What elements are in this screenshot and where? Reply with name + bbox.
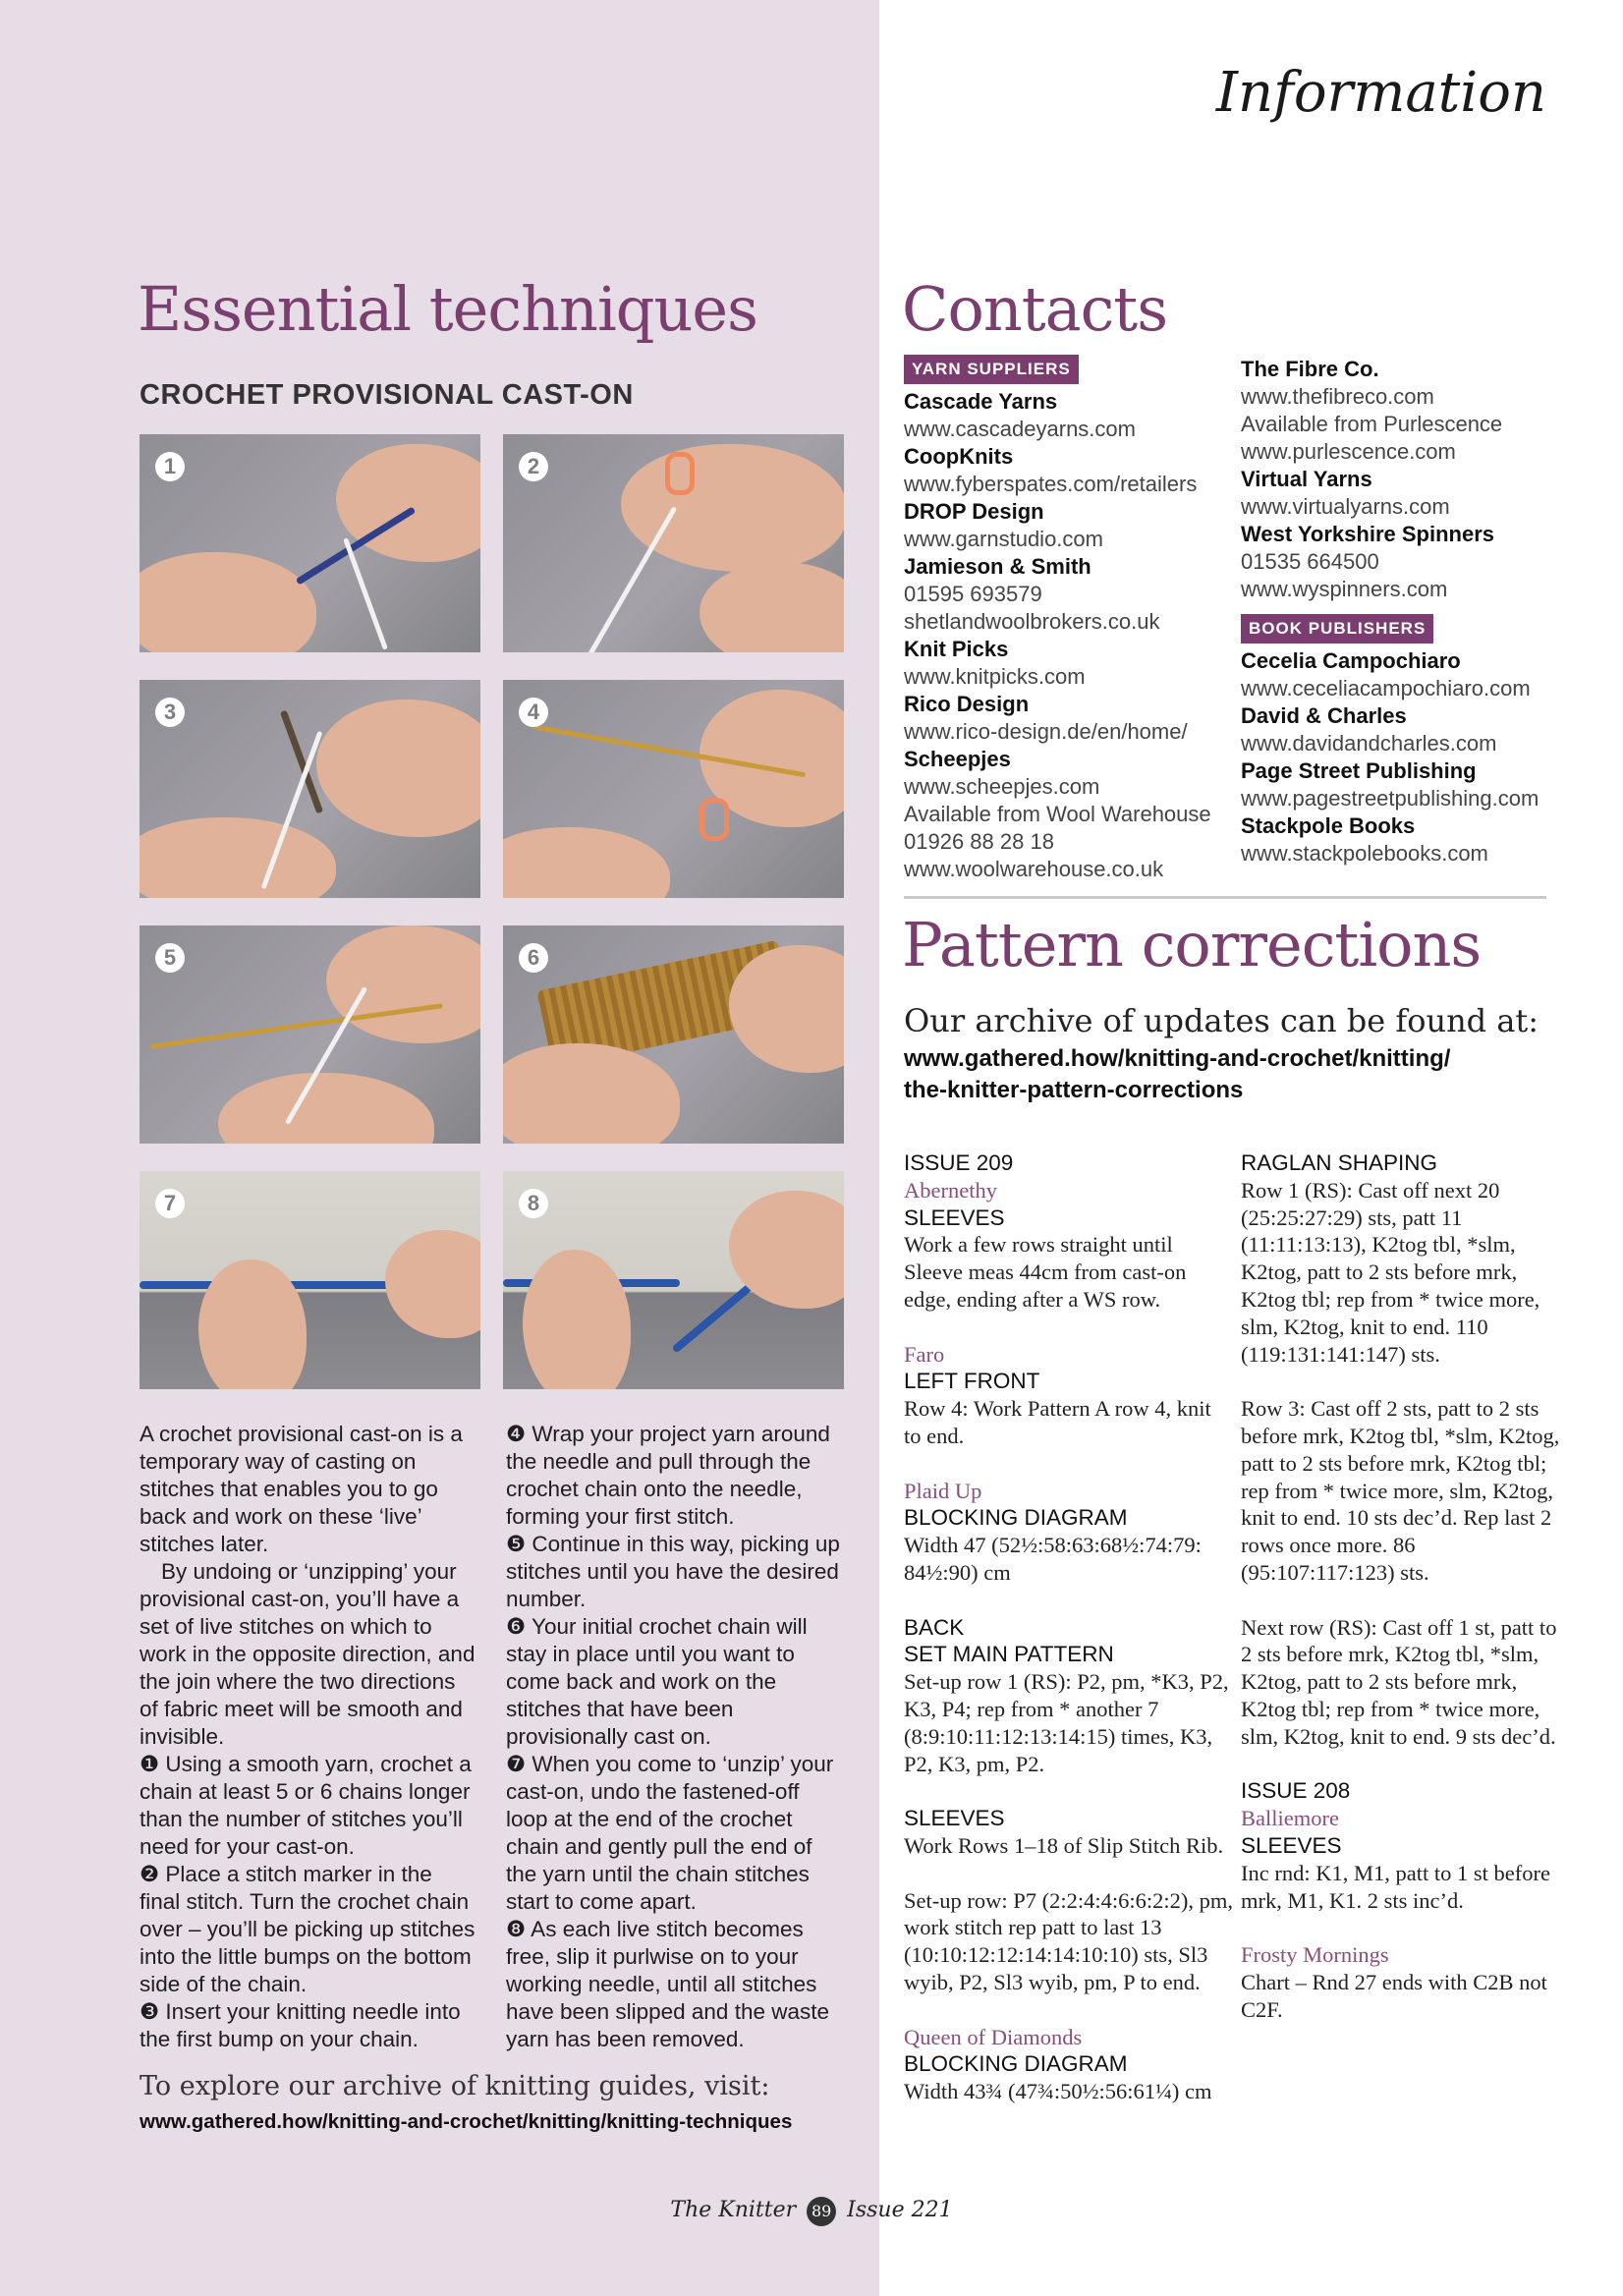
contact-info[interactable]: www.garnstudio.com xyxy=(904,527,1103,551)
corrections-column-2 xyxy=(1241,1149,1565,2024)
step-photo-8 xyxy=(503,1171,844,1389)
corrections-column-1 xyxy=(904,1149,1233,2105)
section-heading: SET MAIN PATTERN xyxy=(904,1642,1114,1667)
pattern-name: Frosty Mornings xyxy=(1241,1942,1389,1968)
contact-info: 01595 693579 xyxy=(904,582,1042,606)
correction-text: Chart – Rnd 27 ends with C2B not C2F. xyxy=(1241,1969,1547,2022)
step-text-7: ❼ When you come to ‘unzip’ your cast-on, undo the fastened-off loop at the end of the crochet chain and gently pull the end of the yarn until the chain stitches start to come apart. xyxy=(506,1752,834,1914)
contact-name: Stackpole Books xyxy=(1241,813,1416,838)
step-number-3: 3 xyxy=(155,698,185,727)
contact-info: 01926 88 28 18 xyxy=(904,829,1054,854)
contact-name: Rico Design xyxy=(904,692,1030,716)
step-photo-4 xyxy=(503,680,844,898)
contact-info: 01535 664500 xyxy=(1241,549,1379,574)
pattern-name: Plaid Up xyxy=(904,1478,982,1503)
issue-heading: ISSUE 208 xyxy=(1241,1778,1351,1804)
correction-text: Work a few rows straight until Sleeve meas 44cm from cast-on edge, ending after a WS row. xyxy=(904,1232,1187,1312)
contact-info[interactable]: www.thefibreco.com xyxy=(1241,384,1434,409)
correction-text: Set-up row: P7 (2:2:4:4:6:6:2:2), pm, work stitch rep patt to last 13 (10:10:12:12:14:14:10:10) sts, Sl3 wyib, P2, Sl3 wyib, pm, P to end. xyxy=(904,1887,1233,1994)
section-heading: SLEEVES xyxy=(904,1204,1005,1230)
contact-info: Available from Purlescence xyxy=(1241,412,1503,436)
contact-info[interactable]: shetlandwoolbrokers.co.uk xyxy=(904,609,1160,634)
contact-info[interactable]: www.stackpolebooks.com xyxy=(1241,841,1488,866)
contact-name: West Yorkshire Spinners xyxy=(1241,522,1494,546)
explore-text: To explore our archive of knitting guides, visit: xyxy=(140,2071,770,2101)
step-text-4: ❹ Wrap your project yarn around the needle and pull through the crochet chain onto the needle, forming your first stitch. xyxy=(506,1422,830,1529)
correction-text: Set-up row 1 (RS): P2, pm, *K3, P2, K3, P4; rep from * another 7 (8:9:10:11:12:13:14:15) times, K3, P2, K3, pm, P2. xyxy=(904,1669,1229,1776)
step-photo-1 xyxy=(140,434,480,652)
correction-text: Row 1 (RS): Cast off next 20 (25:25:27:29) sts, patt 11 (11:11:13:13), K2tog tbl, *slm, K2tog, patt to 2 sts before mrk, K2tog tbl; rep from * twice more, slm, K2tog, knit to end. 110 (119:131:141:147) sts. xyxy=(1241,1177,1540,1367)
paragraph: By undoing or ‘unzipping’ your provisional cast-on, you’ll have a set of live stitches on which to work in the opposite direction, and the join where the two directions of fabric meet will be smooth and invisible. xyxy=(140,1559,476,1749)
step-text-8: ❽ As each live stitch becomes free, slip it purlwise on to your working needle, until all stitches have been slipped and the waste yarn has been removed. xyxy=(506,1917,829,2051)
section-divider xyxy=(904,896,1546,899)
step-text-2: ❷ Place a stitch marker in the final stitch. Turn the crochet chain over – you’ll be picking up stitches into the little bumps on the bottom side of the chain. xyxy=(140,1862,476,1996)
archive-link[interactable] xyxy=(904,1043,1450,1106)
techniques-title: Essential techniques xyxy=(138,273,757,345)
contact-name: Cascade Yarns xyxy=(904,389,1058,414)
section-heading: BLOCKING DIAGRAM xyxy=(904,2051,1128,2077)
step-number-4: 4 xyxy=(519,698,548,727)
step-photo-3 xyxy=(140,680,480,898)
contacts-title: Contacts xyxy=(902,273,1168,345)
contact-name: Page Street Publishing xyxy=(1241,758,1477,783)
contact-info[interactable]: www.scheepjes.com xyxy=(904,774,1100,799)
step-number-1: 1 xyxy=(155,452,185,481)
issue-heading: ISSUE 209 xyxy=(904,1150,1014,1175)
step-photo-2 xyxy=(503,434,844,652)
step-number-6: 6 xyxy=(519,943,548,973)
pattern-name: Balliemore xyxy=(1241,1806,1339,1831)
contact-info[interactable]: www.davidandcharles.com xyxy=(1241,731,1497,756)
contact-info[interactable]: www.fyberspates.com/retailers xyxy=(904,472,1198,496)
contact-name: Jamieson & Smith xyxy=(904,554,1091,579)
corrections-title: Pattern corrections xyxy=(902,909,1482,980)
contact-info[interactable]: www.knitpicks.com xyxy=(904,664,1086,689)
section-heading: SLEEVES xyxy=(1241,1832,1342,1858)
section-heading: SLEEVES xyxy=(904,1806,1005,1831)
pattern-name: Faro xyxy=(904,1341,945,1367)
techniques-text-right xyxy=(506,1421,845,2053)
contact-name: Cecelia Campochiaro xyxy=(1241,648,1461,673)
magazine-name: The Knitter xyxy=(670,2198,797,2222)
step-photo-6 xyxy=(503,925,844,1144)
contact-info[interactable]: www.cascadeyarns.com xyxy=(904,417,1136,441)
step-text-5: ❺ Continue in this way, picking up stitches until you have the desired number. xyxy=(506,1532,840,1611)
step-number-8: 8 xyxy=(519,1189,548,1218)
contact-info[interactable]: www.woolwarehouse.co.uk xyxy=(904,857,1164,881)
contact-info[interactable]: www.rico-design.de/en/home/ xyxy=(904,719,1188,744)
correction-text: Width 43¾ (47¾:50½:56:61¼) cm xyxy=(904,2079,1212,2104)
correction-text: Row 3: Cast off 2 sts, patt to 2 sts before mrk, K2tog tbl, *slm, K2tog, patt to 2 sts before mrk, K2tog tbl; rep from * twice more, slm, K2tog, knit to end. 10 sts dec’d. Rep last 2 rows once more. 86 (95:107:117:123) sts. xyxy=(1241,1396,1560,1585)
step-number-2: 2 xyxy=(519,452,548,481)
step-text-6: ❻ Your initial crochet chain will stay in place until you want to come back and work on the stitches that have been provisionally cast on. xyxy=(506,1614,808,1749)
section-heading: BLOCKING DIAGRAM xyxy=(904,1505,1128,1531)
contact-info[interactable]: www.wyspinners.com xyxy=(1241,577,1448,601)
step-photo-7 xyxy=(140,1171,480,1389)
step-text-1: ❶ Using a smooth yarn, crochet a chain at least 5 or 6 chains longer than the number of stitches you’ll need for your cast-on. xyxy=(140,1752,472,1859)
book-publishers-badge: BOOK PUBLISHERS xyxy=(1241,614,1433,644)
techniques-text-left xyxy=(140,1421,478,2053)
techniques-subtitle: CROCHET PROVISIONAL CAST-ON xyxy=(140,379,634,411)
section-header: Information xyxy=(1215,61,1546,125)
contact-info: Available from Wool Warehouse xyxy=(904,802,1211,826)
archive-link-line-2[interactable]: the-knitter-pattern-corrections xyxy=(904,1077,1244,1103)
contact-name: David & Charles xyxy=(1241,703,1407,728)
step-text-3: ❸ Insert your knitting needle into the first bump on your chain. xyxy=(140,1999,461,2051)
correction-text: Next row (RS): Cast off 1 st, patt to 2 sts before mrk, K2tog tbl, *slm, K2tog, patt to 2 sts before mrk, K2tog tbl; rep from * twice more, slm, K2tog, knit to end. 9 sts dec’d. xyxy=(1241,1614,1557,1749)
step-number-7: 7 xyxy=(155,1189,185,1218)
contact-name: Scheepjes xyxy=(904,747,1011,771)
contacts-column-2 xyxy=(1241,356,1565,868)
page-number: 89 xyxy=(807,2197,836,2226)
page-footer xyxy=(0,2197,1623,2226)
contact-info[interactable]: www.virtualyarns.com xyxy=(1241,494,1450,519)
correction-text: Row 4: Work Pattern A row 4, knit to end. xyxy=(904,1396,1211,1448)
explore-link[interactable]: www.gathered.how/knitting-and-crochet/knitting/knitting-techniques xyxy=(140,2110,793,2133)
correction-text: Width 47 (52½:58:63:68½:74:79: 84½:90) cm xyxy=(904,1533,1202,1585)
section-heading: BACK xyxy=(904,1614,965,1640)
step-photo-5 xyxy=(140,925,480,1144)
correction-text: Inc rnd: K1, M1, patt to 1 st before mrk, M1, K1. 2 sts inc’d. xyxy=(1241,1860,1550,1913)
step-number-5: 5 xyxy=(155,943,185,973)
contact-name: DROP Design xyxy=(904,499,1044,524)
archive-link-line-1[interactable]: www.gathered.how/knitting-and-crochet/knitting/ xyxy=(904,1045,1451,1072)
section-heading: LEFT FRONT xyxy=(904,1369,1040,1394)
contact-info[interactable]: www.pagestreetpublishing.com xyxy=(1241,786,1539,811)
pattern-name: Abernethy xyxy=(904,1177,997,1203)
contact-name: Virtual Yarns xyxy=(1241,467,1372,491)
pattern-name: Queen of Diamonds xyxy=(904,2024,1083,2049)
contact-info[interactable]: www.ceceliacampochiaro.com xyxy=(1241,676,1531,700)
yarn-suppliers-badge: YARN SUPPLIERS xyxy=(904,355,1079,384)
contact-name: The Fibre Co. xyxy=(1241,357,1379,381)
issue-number: Issue 221 xyxy=(847,2198,953,2222)
paragraph: A crochet provisional cast-on is a temporary way of casting on stitches that enables you to go back and work on these ‘live’ stitches later. xyxy=(140,1422,463,1556)
contact-info[interactable]: www.purlescence.com xyxy=(1241,439,1456,464)
section-heading: RAGLAN SHAPING xyxy=(1241,1150,1438,1175)
contact-name: CoopKnits xyxy=(904,444,1014,469)
correction-text: Work Rows 1–18 of Slip Stitch Rib. xyxy=(904,1832,1224,1858)
contacts-column-1 xyxy=(904,354,1228,883)
archive-text: Our archive of updates can be found at: xyxy=(904,1002,1539,1039)
contact-name: Knit Picks xyxy=(904,637,1009,661)
